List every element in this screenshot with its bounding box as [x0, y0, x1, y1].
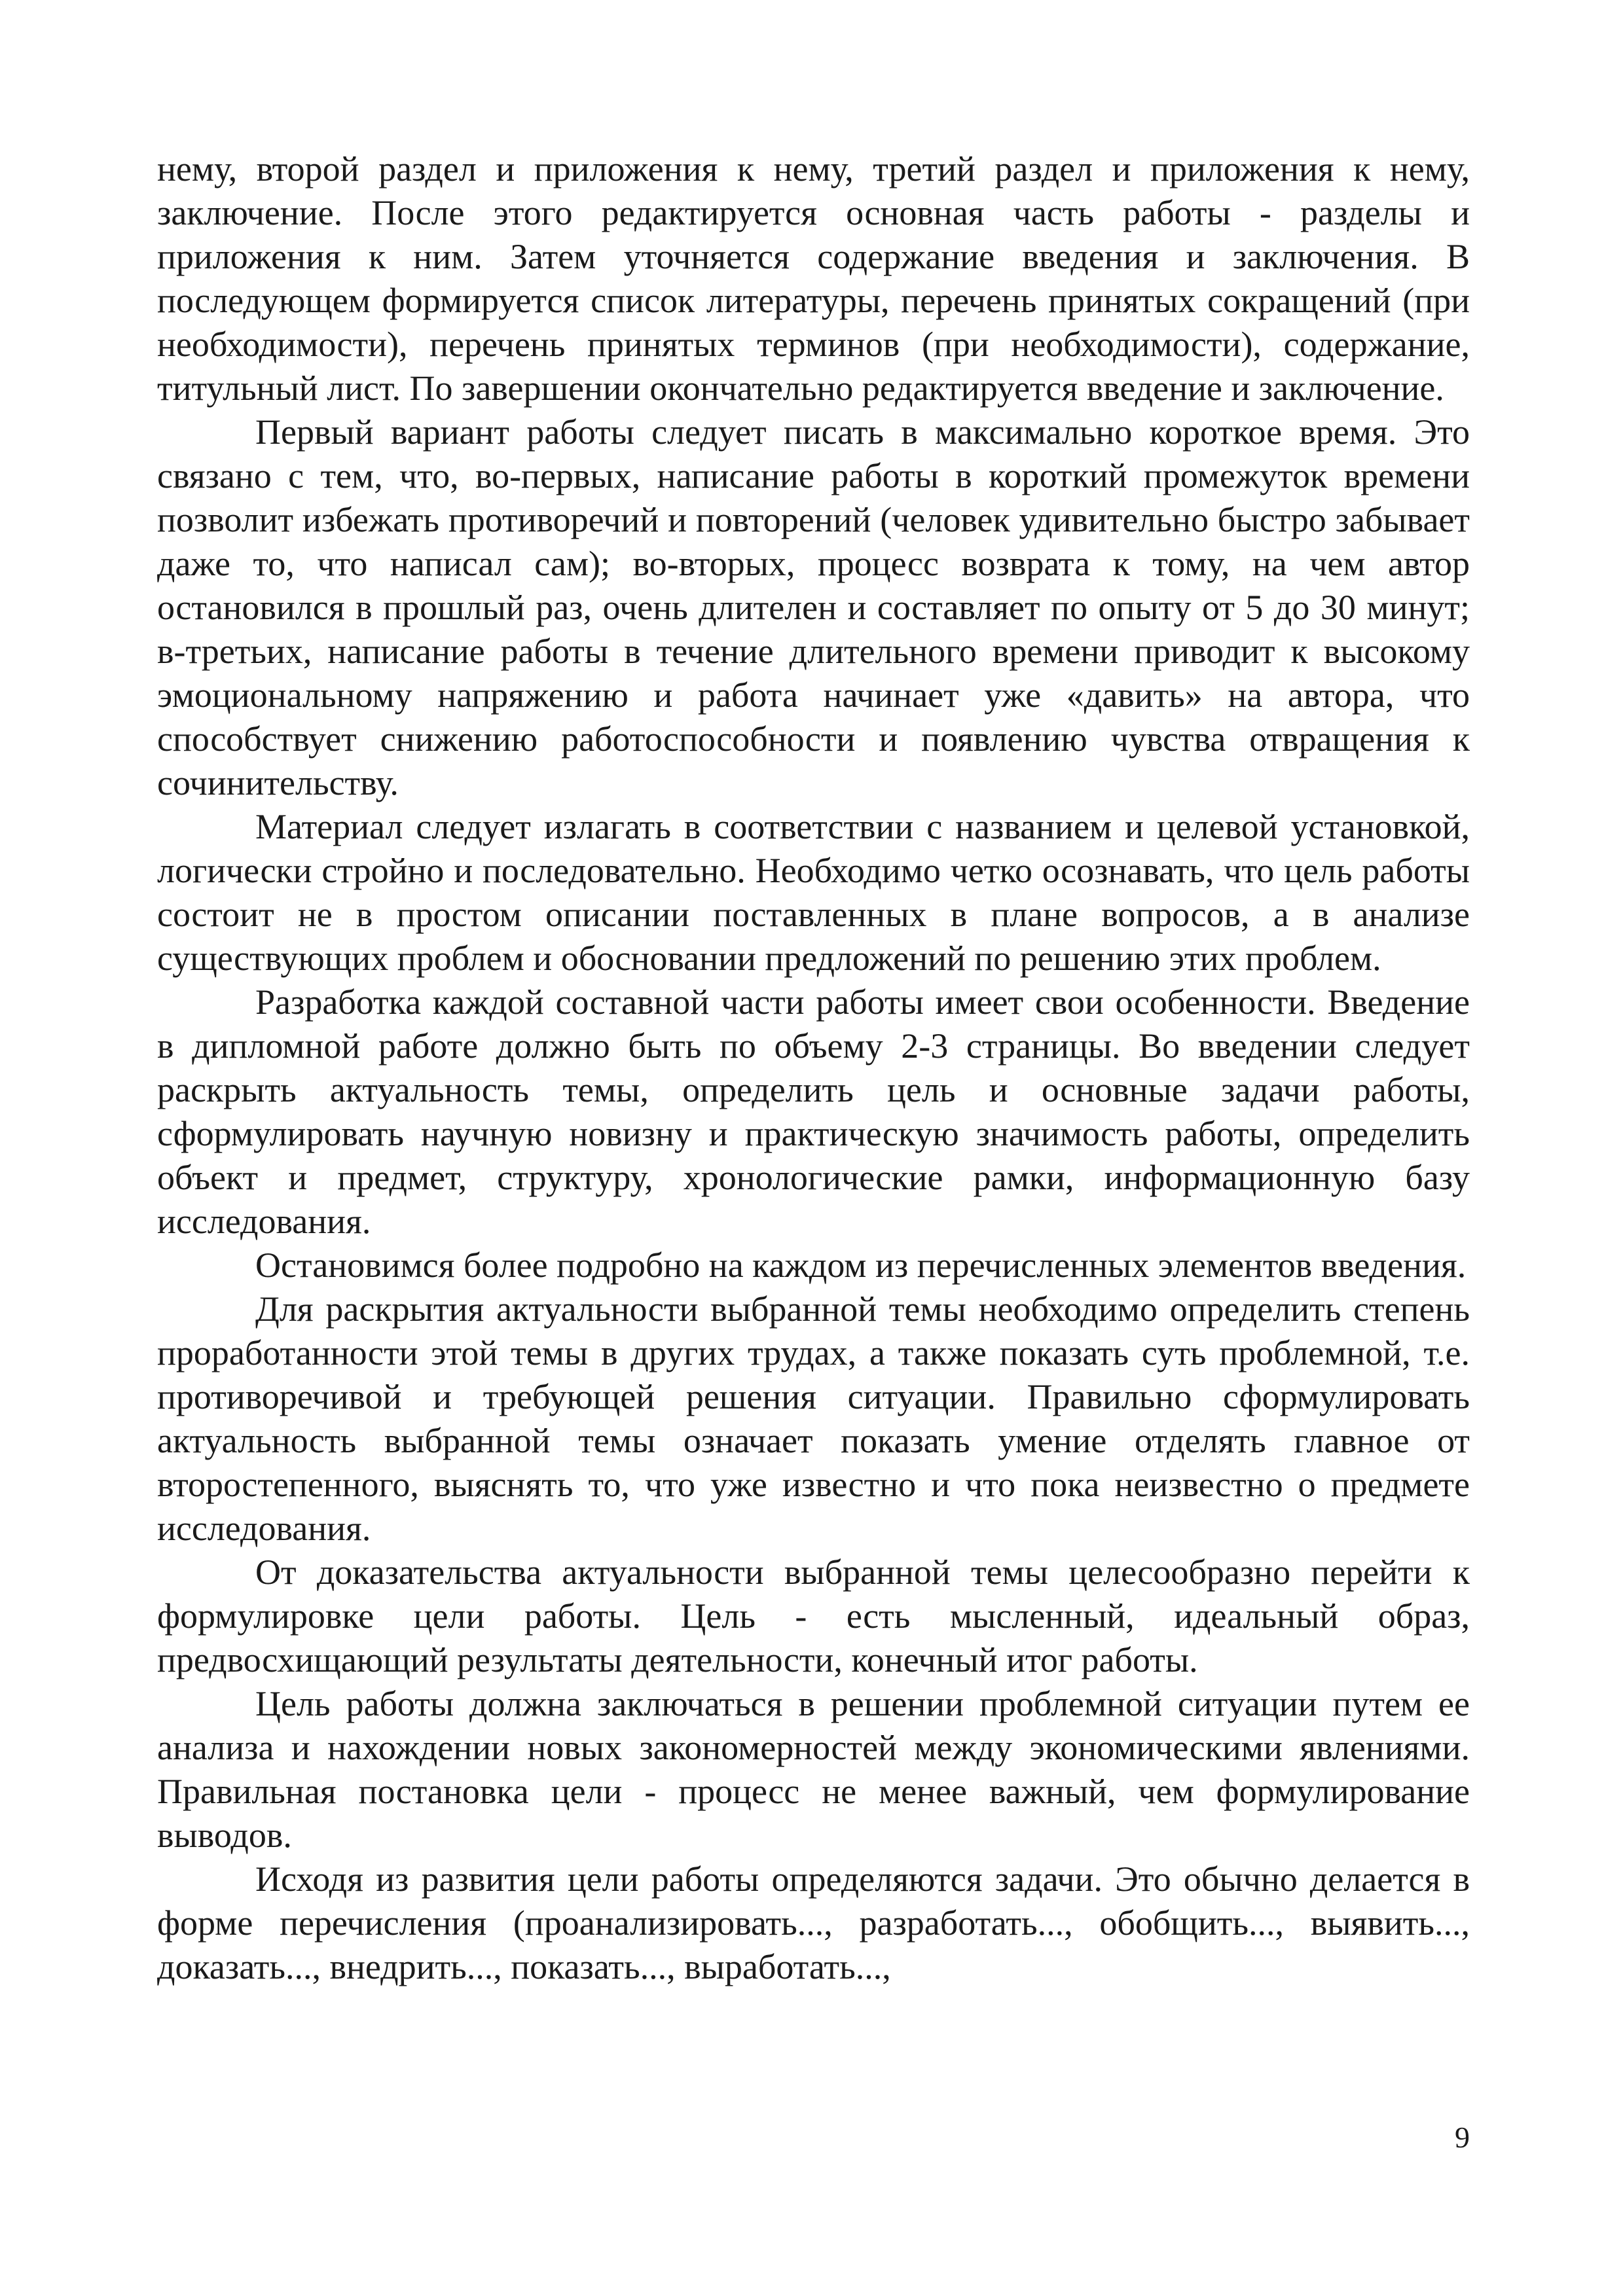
paragraph-material: Материал следует излагать в соответствии с названием и целевой установкой, логически стройно и последовательно. Необходимо четко осознавать, что цель работы состоит не в простом описании поставленных в плане вопросов, а в анализе существующих проблем и обосновании предложений по решению этих проблем.: [157, 807, 1470, 978]
paragraph-tasks: Исходя из развития цели работы определяются задачи. Это обычно делается в форме перечисления (проанализировать..., разработать..., обобщить..., выявить..., доказать..., внедрить..., показать..., выработать...,: [157, 1859, 1470, 1986]
paragraph-introduction: Разработка каждой составной части работы имеет свои особенности. Введение в дипломной работе должно быть по объему 2-3 страницы. Во введении следует раскрыть актуальность темы, определить цель и основные задачи работы, сформулировать научную новизну и практическую значимость работы, определить объект и предмет, структуру, хронологические рамки, информационную базу исследования.: [157, 982, 1470, 1241]
paragraph-elements: Остановимся более подробно на каждом из перечисленных элементов введения.: [255, 1246, 1467, 1285]
page-number: 9: [1455, 2121, 1470, 2154]
paragraph-goal-solution: Цель работы должна заключаться в решении проблемной ситуации путем ее анализа и нахождении новых закономерностей между экономическими явлениями. Правильная постановка цели - процесс не менее важный, чем формулирование выводов.: [157, 1684, 1470, 1855]
paragraph-relevance: Для раскрытия актуальности выбранной темы необходимо определить степень проработанности этой темы в других трудах, а также показать суть проблемной, т.е. противоречивой и требующей решения ситуации. Правильно сформулировать актуальность выбранной темы означает показать умение отделять главное от второстепенного, выяснять то, что уже известно и что пока неизвестно о предмете исследования.: [157, 1289, 1470, 1548]
paragraph-goal: От доказательства актуальности выбранной темы целесообразно перейти к формулировке цели работы. Цель - есть мысленный, идеальный образ, предвосхищающий результаты деятельности, конечный итог работы.: [157, 1552, 1470, 1679]
paragraph-continuation: нему, второй раздел и приложения к нему, третий раздел и приложения к нему, заключение. После этого редактируется основная часть работы - разделы и приложения к ним. Затем уточняется содержание введения и заключения. В последующем формируется список литературы, перечень принятых сокращений (при необходимости), перечень принятых терминов (при необходимости), содержание, титульный лист. По завершении окончательно редактируется введение и заключение.: [157, 149, 1470, 408]
paragraph-first-draft: Первый вариант работы следует писать в максимально короткое время. Это связано с тем, что, во-первых, написание работы в короткий промежуток времени позволит избежать противоречий и повторений (человек удивительно быстро забывает даже то, что написал сам); во-вторых, процесс возврата к тому, на чем автор остановился в прошлый раз, очень длителен и составляет по опыту от 5 до 30 минут; в-третьих, написание работы в течение длительного времени приводит к высокому эмоциональному напряжению и работа начинает уже «давить» на автора, что способствует снижению работоспособности и появлению чувства отвращения к сочинительству.: [157, 412, 1470, 802]
body-text: [157, 147, 1470, 1989]
